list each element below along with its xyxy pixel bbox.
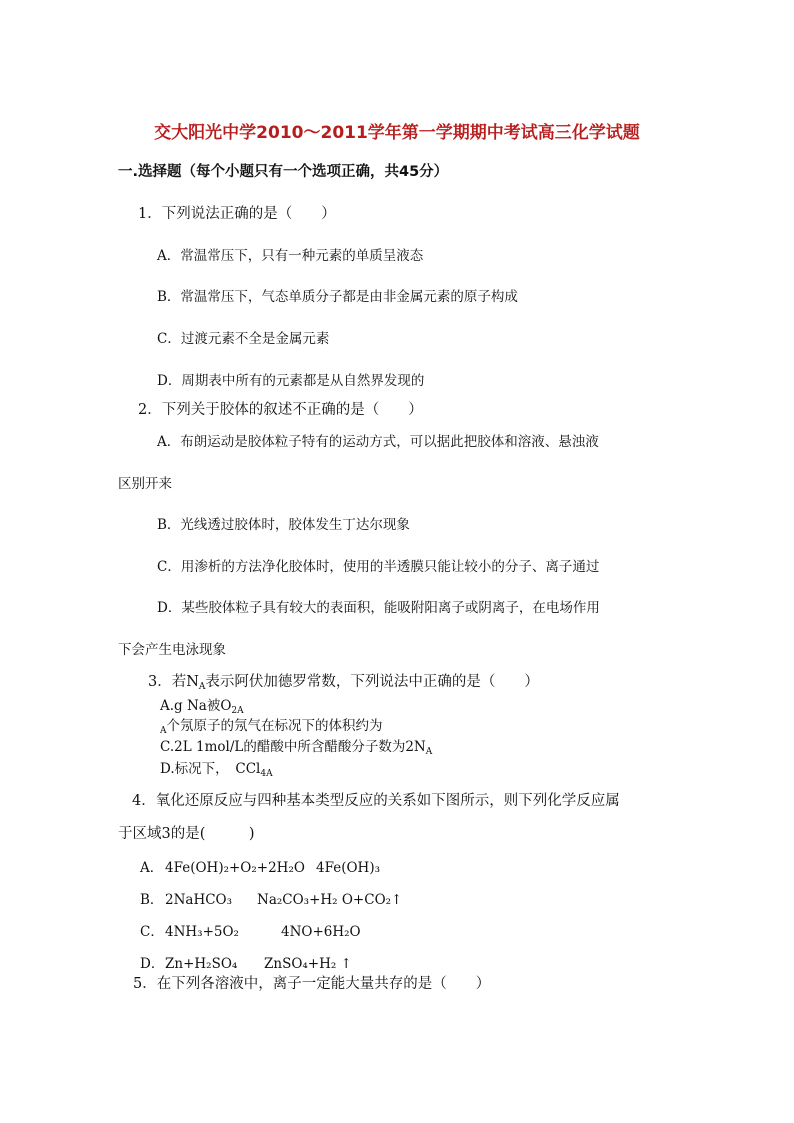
q4-option-d-label: D．	[140, 956, 165, 972]
q3-a-pre: A.g Na被O	[160, 698, 232, 714]
q2-option-a-cont: 区别开来	[118, 476, 172, 492]
q1-option-c: C．过渡元素不全是金属元素	[157, 331, 330, 347]
q4-option-c-products: 4NO+6H₂O	[281, 924, 361, 940]
q3-option-a	[160, 697, 244, 715]
q3-option-b	[160, 717, 383, 735]
q4-option-d-products: ZnSO₄+H₂ ↑	[264, 956, 352, 972]
q3-stem-post: 表示阿伏加德罗常数，下列说法中正确的是（ ）	[205, 674, 539, 690]
q2-option-c: C．用渗析的方法净化胶体时，使用的半透膜只能让较小的分子、离子通过	[157, 559, 600, 575]
q3-c-sub: A	[425, 747, 433, 757]
q2-option-a: A．布朗运动是胶体粒子特有的运动方式，可以据此把胶体和溶液、悬浊液	[157, 434, 599, 450]
q3-stem-pre: 3．若N	[148, 674, 199, 690]
q3-option-c	[160, 738, 432, 756]
q4-stem-cont: 于区域3的是( )	[118, 826, 255, 842]
q3-a-sub: 2A	[231, 706, 244, 716]
q4-option-a-reactants: 4Fe(OH)₂+O₂+2H₂O	[165, 860, 305, 876]
exam-title: 交大阳光中学2010～2011学年第一学期期中考试高三化学试题	[154, 123, 640, 143]
q4-option-a-label: A．	[140, 860, 164, 876]
q1-option-d: D．周期表中所有的元素都是从自然界发现的	[157, 373, 425, 389]
q3-d-sub: 4A	[260, 769, 273, 779]
q2-option-b: B．光线透过胶体时，胶体发生丁达尔现象	[157, 517, 410, 533]
q4-option-b-products: Na₂CO₃+H₂ O+CO₂↑	[257, 892, 403, 908]
q4-option-d-reactants: Zn+H₂SO₄	[165, 956, 238, 972]
q3-b-sub: A	[160, 726, 167, 736]
q1-stem: 1．下列说法正确的是（ ）	[138, 206, 336, 222]
q4-option-b-label: B．	[140, 892, 164, 908]
q4-stem: 4．氧化还原反应与四种基本类型反应的关系如下图所示，则下列化学反应属	[132, 793, 620, 809]
q4-option-c-label: C．	[140, 924, 164, 940]
q3-option-d	[160, 760, 273, 778]
q4-option-c-reactants: 4NH₃+5O₂	[165, 924, 239, 940]
q4-option-b-reactants: 2NaHCO₃	[165, 892, 233, 908]
q4-option-a-products: 4Fe(OH)₃	[316, 860, 380, 876]
q3-stem-sub: A	[198, 682, 206, 692]
q3-b-post: 个氖原子的氖气在标况下的体积约为	[166, 718, 383, 734]
q3-stem	[148, 673, 539, 691]
section-heading: 一.选择题（每个小题只有一个选项正确，共45分）	[118, 164, 449, 180]
q3-d-pre: D.标况下， CCl	[160, 761, 261, 777]
q2-stem: 2．下列关于胶体的叙述不正确的是（ ）	[138, 402, 423, 418]
q2-option-d: D．某些胶体粒子具有较大的表面积，能吸附阳离子或阴离子，在电场作用	[157, 600, 600, 616]
q1-option-a: A．常温常压下，只有一种元素的单质呈液态	[157, 248, 424, 264]
q3-c-pre: C.2L 1mol/L的醋酸中所含醋酸分子数为2N	[160, 739, 426, 755]
q5-stem: 5．在下列各溶液中，离子一定能大量共存的是（ ）	[133, 976, 491, 992]
q1-option-b: B．常温常压下，气态单质分子都是由非金属元素的原子构成	[157, 289, 518, 305]
q2-option-d-cont: 下会产生电泳现象	[118, 642, 226, 658]
